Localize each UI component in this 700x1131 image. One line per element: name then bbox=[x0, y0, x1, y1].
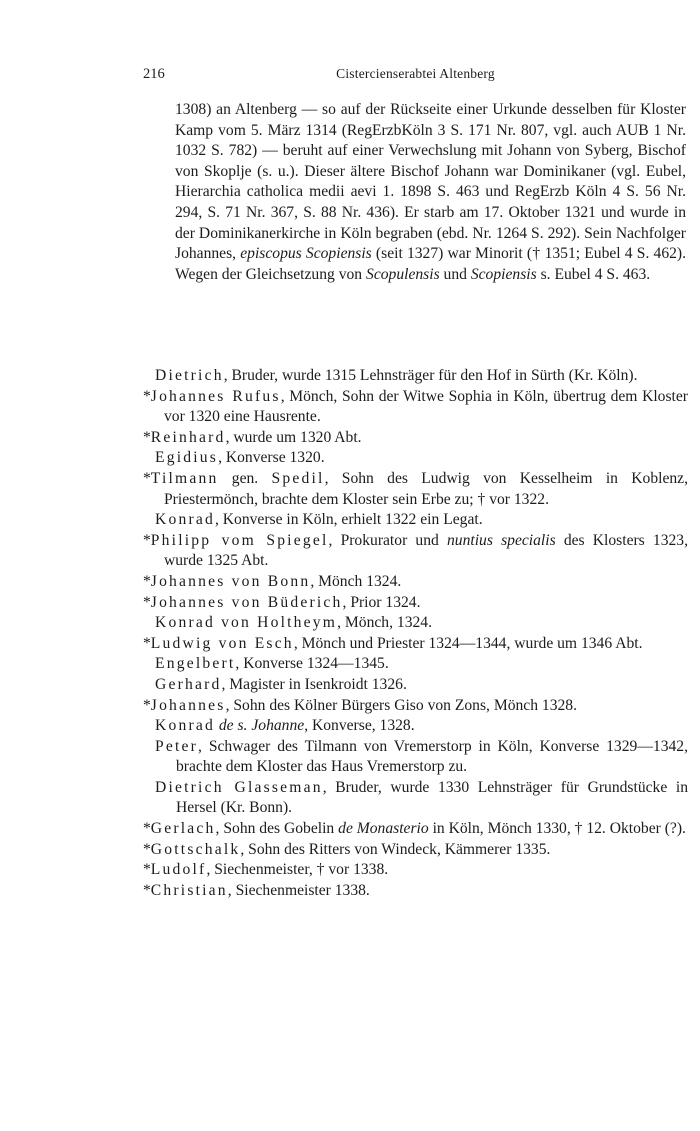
list-item bbox=[143, 593, 688, 614]
list-item bbox=[143, 510, 688, 531]
entry-name: Ludolf bbox=[150, 861, 207, 879]
entry-name: Spedil bbox=[271, 469, 325, 487]
list-item bbox=[143, 448, 688, 469]
entry-name: Johannes von Bonn bbox=[150, 572, 311, 590]
list-item bbox=[143, 634, 688, 655]
entry-name: Dietrich Glasseman bbox=[155, 778, 323, 796]
list-item bbox=[143, 860, 688, 881]
entry-text: , Konverse, 1328. bbox=[304, 717, 415, 735]
entry-name: Johannes bbox=[150, 696, 226, 714]
list-item bbox=[143, 428, 688, 449]
intro-text: und bbox=[439, 265, 471, 283]
entry-name: Johannes Rufus bbox=[150, 387, 281, 405]
entry-text: , Prokurator und bbox=[328, 531, 447, 549]
entry-italic: nuntius specialis bbox=[446, 531, 556, 549]
list-item bbox=[143, 778, 688, 819]
entry-name: Peter bbox=[155, 737, 199, 755]
list-item bbox=[143, 531, 688, 572]
entry-star: * bbox=[143, 593, 151, 611]
list-item bbox=[143, 675, 688, 696]
intro-italic: Scopulensis bbox=[366, 265, 440, 283]
entry-text: , Konverse 1320. bbox=[218, 449, 325, 467]
entry-star: * bbox=[143, 469, 151, 487]
entry-name: Johannes von Büderich bbox=[150, 593, 343, 611]
entry-star: * bbox=[143, 881, 151, 899]
list-item bbox=[143, 366, 688, 387]
entry-star: * bbox=[143, 696, 151, 714]
list-item bbox=[143, 387, 688, 428]
entry-name: Konrad bbox=[155, 717, 215, 735]
intro-text: 1308) an Altenberg — so auf der Rückseite einer Urkunde desselben für Kloster Kamp vom 5. März 1314 (RegErzbKöln 3 S. 171 Nr. 807, vgl. auch AUB 1 Nr. 1032 S. 782) — beruht auf einer Verwechslung mit Johann von Syberg, Bischof von Skoplje (s. u.). Dieser ältere Bischof Johann war Dominikaner (vgl. Eubel, Hierarchia catholica medii aevi 1. 1898 S. 463 und RegErzb Köln 4 S. 56 Nr. 294, S. 71 Nr. 367, S. 88 Nr. 436). Er starb am 17. Oktober 1321 und wurde in der Dominikanerkirche in Köln begraben (ebd. Nr. 1264 S. 292). Sein Nachfolger Johannes, bbox=[175, 101, 686, 263]
entry-star: * bbox=[143, 428, 151, 446]
entry-text: , Konverse in Köln, erhielt 1322 ein Legat. bbox=[214, 511, 483, 529]
intro-text: (seit 1327) war Minorit († 1351; Eubel 4 S. 462). Wegen der Gleichsetzung von bbox=[175, 245, 687, 283]
entry-name: Philipp vom Spiegel bbox=[150, 531, 329, 549]
list-item bbox=[143, 819, 688, 840]
list-item bbox=[143, 716, 688, 737]
monk-entry-list bbox=[143, 366, 688, 901]
entry-name: Egidius bbox=[155, 449, 219, 467]
page-number: 216 bbox=[143, 66, 165, 82]
list-item bbox=[143, 737, 688, 778]
entry-name: Gottschalk bbox=[150, 840, 241, 858]
entry-text: , Siechenmeister 1338. bbox=[227, 881, 370, 899]
intro-text: s. Eubel 4 S. 463. bbox=[536, 265, 651, 283]
entry-name: Konrad von Holtheym bbox=[155, 614, 338, 632]
entry-text: , Sohn des Ritters von Windeck, Kämmerer 1335. bbox=[240, 840, 551, 858]
entry-text: , Sohn des Gobelin bbox=[215, 820, 339, 838]
entry-name: Reinhard bbox=[150, 428, 226, 446]
entry-name: Engelbert bbox=[155, 655, 236, 673]
list-item bbox=[143, 572, 688, 593]
entry-text: gen. bbox=[218, 469, 272, 487]
entry-text: , Sohn des Ludwig von Kesselheim in Koblenz, Priestermönch, brachte dem Kloster sein Erbe zu; † vor 1322. bbox=[164, 469, 688, 508]
list-item bbox=[143, 654, 688, 675]
entry-name: Ludwig von Esch bbox=[150, 634, 294, 652]
entry-text: , Mönch, Sohn der Witwe Sophia in Köln, übertrug dem Kloster vor 1320 eine Hausrente. bbox=[164, 387, 688, 426]
list-item bbox=[143, 613, 688, 634]
entry-text: des Klosters 1323, wurde 1325 Abt. bbox=[164, 531, 689, 570]
entry-text: , Mönch und Priester 1324—1344, wurde um 1346 Abt. bbox=[293, 634, 643, 652]
intro-paragraph bbox=[175, 100, 686, 285]
entry-text: in Köln, Mönch 1330, † 12. Oktober (?). bbox=[428, 820, 686, 838]
entry-text: , Schwager des Tilmann von Vremerstorp in Köln, Konverse 1329—1342, brachte dem Kloster das Haus Vremerstorp zu. bbox=[176, 737, 688, 776]
entry-text: , Sohn des Kölner Bürgers Giso von Zons, Mönch 1328. bbox=[225, 696, 578, 714]
entry-text: , wurde um 1320 Abt. bbox=[225, 428, 362, 446]
entry-name: Christian bbox=[150, 881, 228, 899]
entry-star: * bbox=[143, 572, 151, 590]
entry-italic: de s. Johanne bbox=[218, 717, 305, 735]
entry-star: * bbox=[143, 634, 151, 652]
page-header bbox=[143, 66, 688, 86]
entry-text: , Magister in Isenkroidt 1326. bbox=[221, 675, 407, 693]
list-item bbox=[143, 840, 688, 861]
entry-star: * bbox=[143, 387, 151, 405]
entry-text: , Mönch, 1324. bbox=[337, 614, 432, 632]
list-item bbox=[143, 696, 688, 717]
entry-star: * bbox=[143, 861, 151, 879]
entry-text: , Bruder, wurde 1315 Lehnsträger für den Hof in Sürth (Kr. Köln). bbox=[223, 367, 638, 384]
entry-italic: de Monasterio bbox=[338, 820, 429, 838]
entry-name: Dietrich bbox=[155, 367, 224, 384]
running-head: Cistercienserabtei Altenberg bbox=[336, 66, 495, 81]
entry-text: , Siechenmeister, † vor 1338. bbox=[206, 861, 389, 879]
entry-name: Gerlach bbox=[150, 820, 216, 838]
list-item bbox=[143, 469, 688, 510]
entry-star: * bbox=[143, 820, 151, 838]
entry-name: Gerhard bbox=[155, 675, 222, 693]
entry-text: , Prior 1324. bbox=[342, 593, 421, 611]
entry-name: Tilmann bbox=[150, 469, 219, 487]
intro-italic: Scopiensis bbox=[470, 265, 537, 283]
intro-italic: episcopus Scopiensis bbox=[240, 245, 372, 263]
list-item bbox=[143, 881, 688, 902]
entry-text: , Mönch 1324. bbox=[310, 572, 402, 590]
entry-text: , Konverse 1324—1345. bbox=[235, 655, 389, 673]
entry-star: * bbox=[143, 840, 151, 858]
entry-name: Konrad bbox=[155, 511, 215, 529]
entry-star: * bbox=[143, 531, 151, 549]
entry-text: , Bruder, wurde 1330 Lehnsträger für Grundstücke in Hersel (Kr. Bonn). bbox=[176, 778, 688, 817]
